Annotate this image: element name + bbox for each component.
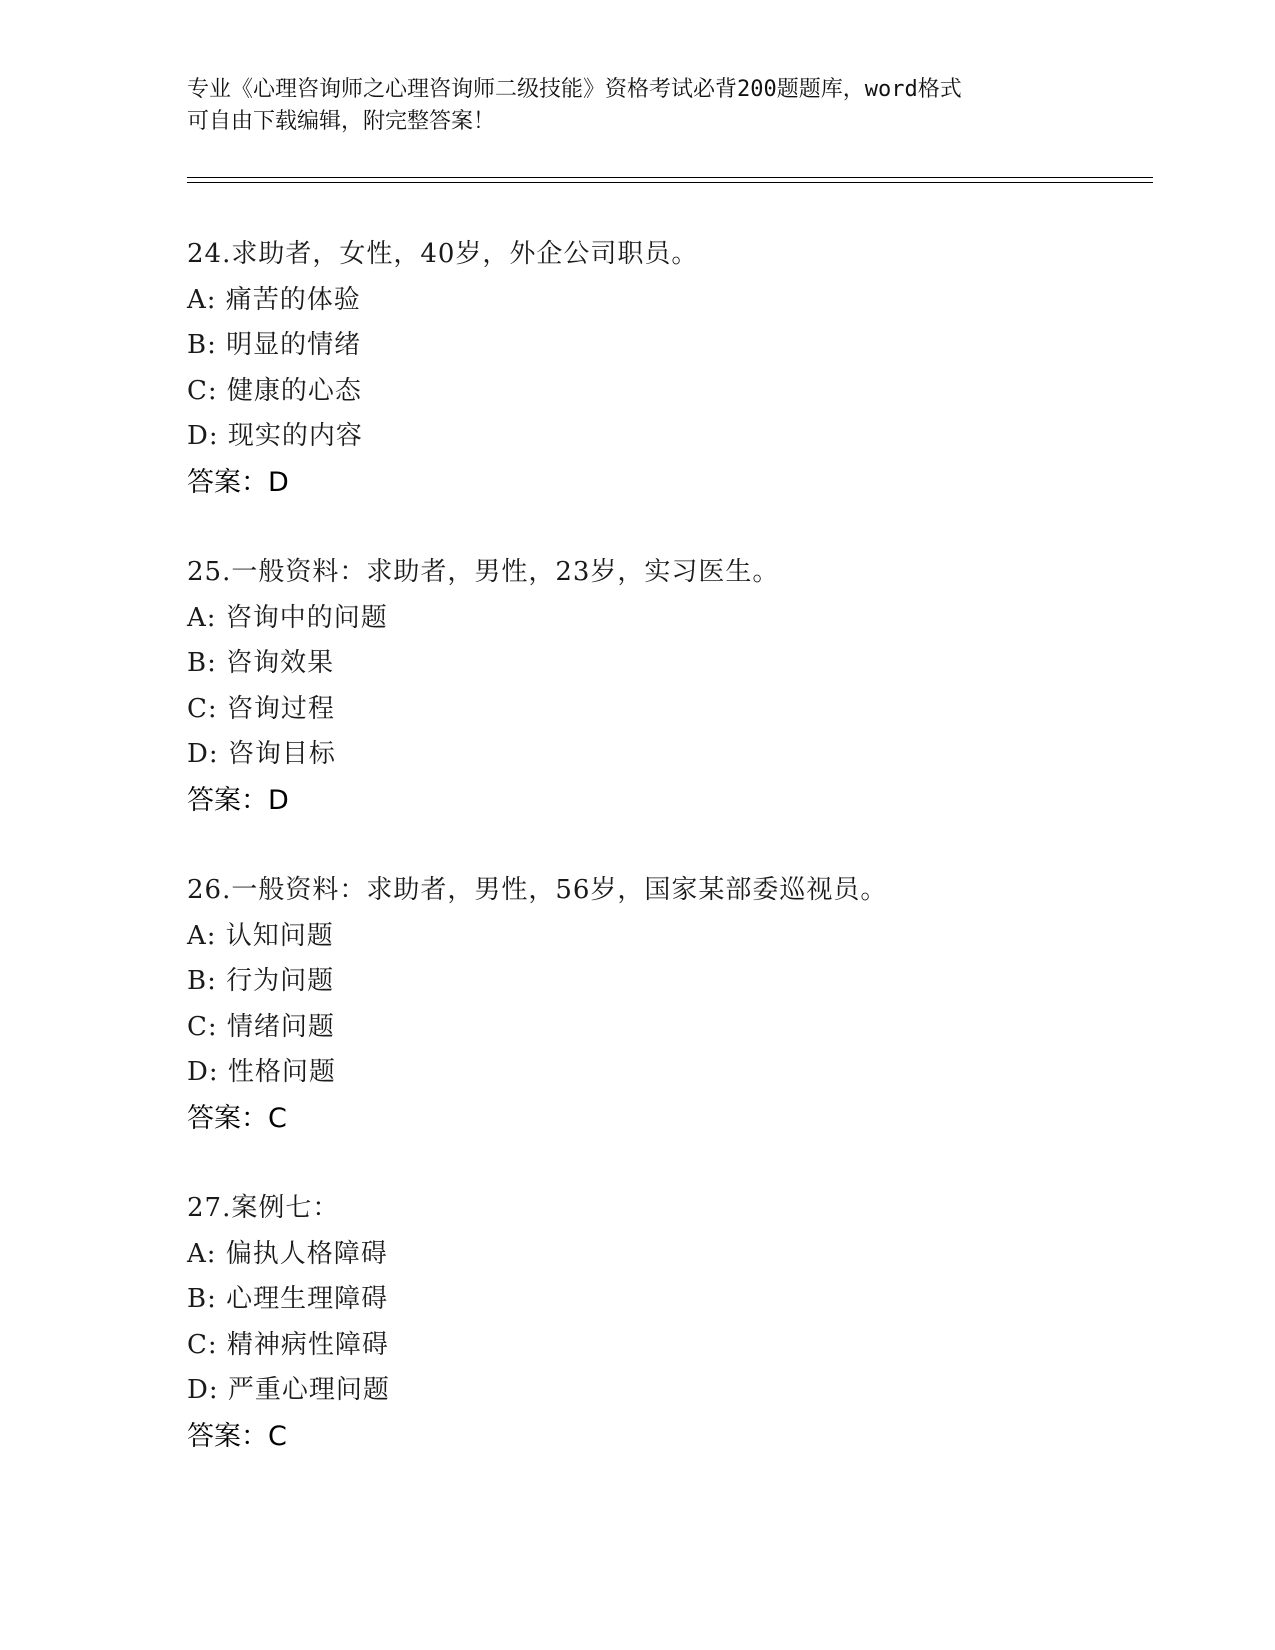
- answer: 答案：D: [187, 466, 289, 498]
- question-title: 24.求助者，女性，40岁，外企公司职员。: [187, 239, 699, 269]
- answer: 答案：D: [187, 784, 289, 816]
- header-line-1: 专业《心理咨询师之心理咨询师二级技能》资格考试必背200题题库，word格式: [187, 77, 962, 102]
- option-b: B: 咨询效果: [187, 648, 335, 678]
- option-b: B: 行为问题: [187, 966, 335, 996]
- option-d: D: 性格问题: [187, 1057, 336, 1087]
- option-a: A: 痛苦的体验: [187, 284, 361, 315]
- option-c: C: 健康的心态: [187, 375, 362, 406]
- answer: 答案：C: [187, 1420, 287, 1452]
- option-c: C: 精神病性障碍: [187, 1329, 389, 1360]
- header-line-2: 可自由下载编辑，附完整答案！: [187, 109, 496, 134]
- question-24: [187, 232, 1137, 505]
- header-divider-top: [187, 177, 1153, 178]
- option-b: B: 心理生理障碍: [187, 1284, 389, 1314]
- option-a: A: 认知问题: [187, 920, 334, 951]
- question-title: 25.一般资料：求助者，男性，23岁，实习医生。: [187, 557, 780, 587]
- option-c: C: 咨询过程: [187, 693, 335, 724]
- option-a: A: 偏执人格障碍: [187, 1238, 388, 1269]
- answer: 答案：C: [187, 1102, 287, 1134]
- document-header: [187, 74, 1087, 138]
- question-title: 27.案例七：: [187, 1193, 340, 1223]
- question-title: 26.一般资料：求助者，男性，56岁，国家某部委巡视员。: [187, 875, 888, 905]
- question-27: [187, 1186, 1137, 1459]
- option-c: C: 情绪问题: [187, 1011, 335, 1042]
- option-d: D: 严重心理问题: [187, 1375, 390, 1405]
- question-26: [187, 868, 1137, 1141]
- option-d: D: 现实的内容: [187, 421, 363, 451]
- option-d: D: 咨询目标: [187, 739, 336, 769]
- header-divider-bottom: [187, 182, 1153, 183]
- option-a: A: 咨询中的问题: [187, 602, 388, 633]
- question-25: [187, 550, 1137, 823]
- option-b: B: 明显的情绪: [187, 330, 362, 360]
